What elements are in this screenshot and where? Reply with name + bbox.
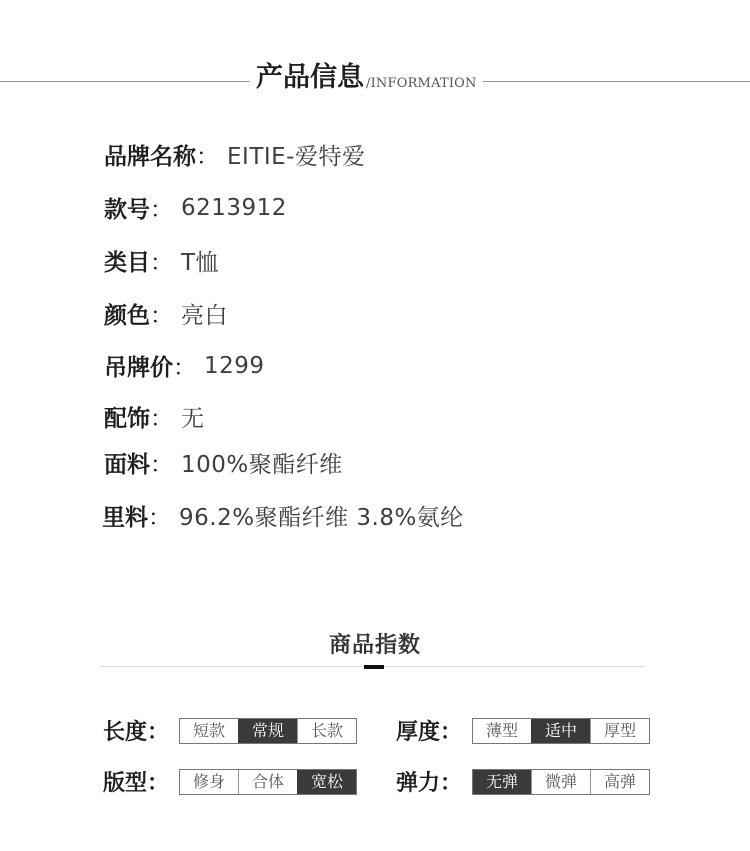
option-slight-stretch: 微弹: [531, 770, 590, 794]
info-value: 1299: [204, 352, 265, 379]
info-value: 无: [181, 406, 205, 432]
attr-thickness: [396, 715, 650, 746]
option-loose: 宽松: [297, 770, 356, 794]
info-row-lining: [102, 499, 464, 532]
info-row-brand: [104, 138, 365, 171]
attr-label: 长度：: [103, 720, 170, 745]
info-label: 吊牌价: [104, 355, 173, 381]
attr-options: [472, 769, 650, 795]
attr-options: [472, 718, 650, 744]
option-thick: 厚型: [590, 719, 649, 743]
info-colon: ：: [196, 144, 219, 170]
section-title: [250, 58, 483, 98]
attr-length: [103, 715, 357, 746]
attr-options: [179, 769, 357, 795]
attr-label: 版型：: [103, 771, 170, 796]
info-row-fabric: [104, 446, 343, 479]
option-long: 长款: [297, 719, 356, 743]
info-colon: ：: [173, 355, 196, 381]
info-colon: ：: [150, 303, 173, 329]
info-colon: ：: [150, 452, 173, 478]
info-value: EITIE-爱特爱: [227, 144, 366, 170]
title-english: /INFORMATION: [366, 76, 477, 91]
info-value: 100%聚酯纤维: [181, 452, 343, 478]
info-label: 款号: [104, 197, 150, 223]
option-short: 短款: [180, 719, 238, 743]
attr-label: 弹力：: [396, 771, 463, 796]
info-label: 面料: [104, 452, 150, 478]
info-label: 品牌名称: [104, 144, 196, 170]
info-row-color: [104, 297, 228, 330]
attr-elasticity: [396, 766, 650, 797]
title-chinese: 产品信息: [256, 62, 364, 93]
info-value: 6213912: [181, 194, 287, 221]
info-row-price: [104, 349, 265, 382]
index-divider-accent: [364, 665, 384, 669]
info-row-category: [104, 244, 219, 277]
info-colon: ：: [150, 197, 173, 223]
info-colon: ：: [150, 250, 173, 276]
info-label: 类目: [104, 250, 150, 276]
index-title: 商品指数: [328, 633, 421, 658]
info-value: T恤: [181, 250, 220, 276]
option-high-stretch: 高弹: [590, 770, 649, 794]
option-thin: 薄型: [473, 719, 531, 743]
info-row-style-number: [104, 191, 287, 224]
option-regular: 常规: [238, 719, 297, 743]
info-value: 亮白: [181, 303, 228, 329]
info-label: 配饰: [104, 406, 150, 432]
option-slim: 修身: [180, 770, 238, 794]
info-colon: ：: [150, 406, 173, 432]
info-value: 96.2%聚酯纤维 3.8%氨纶: [179, 505, 464, 531]
attr-options: [179, 718, 357, 744]
option-no-stretch: 无弹: [473, 770, 531, 794]
attr-fit: [103, 766, 357, 797]
info-row-accessories: [104, 400, 205, 433]
option-fitted: 合体: [238, 770, 297, 794]
option-medium: 适中: [531, 719, 590, 743]
info-colon: ：: [148, 505, 171, 531]
info-label: 里料: [102, 505, 148, 531]
info-label: 颜色: [104, 303, 150, 329]
attr-label: 厚度：: [396, 720, 463, 745]
